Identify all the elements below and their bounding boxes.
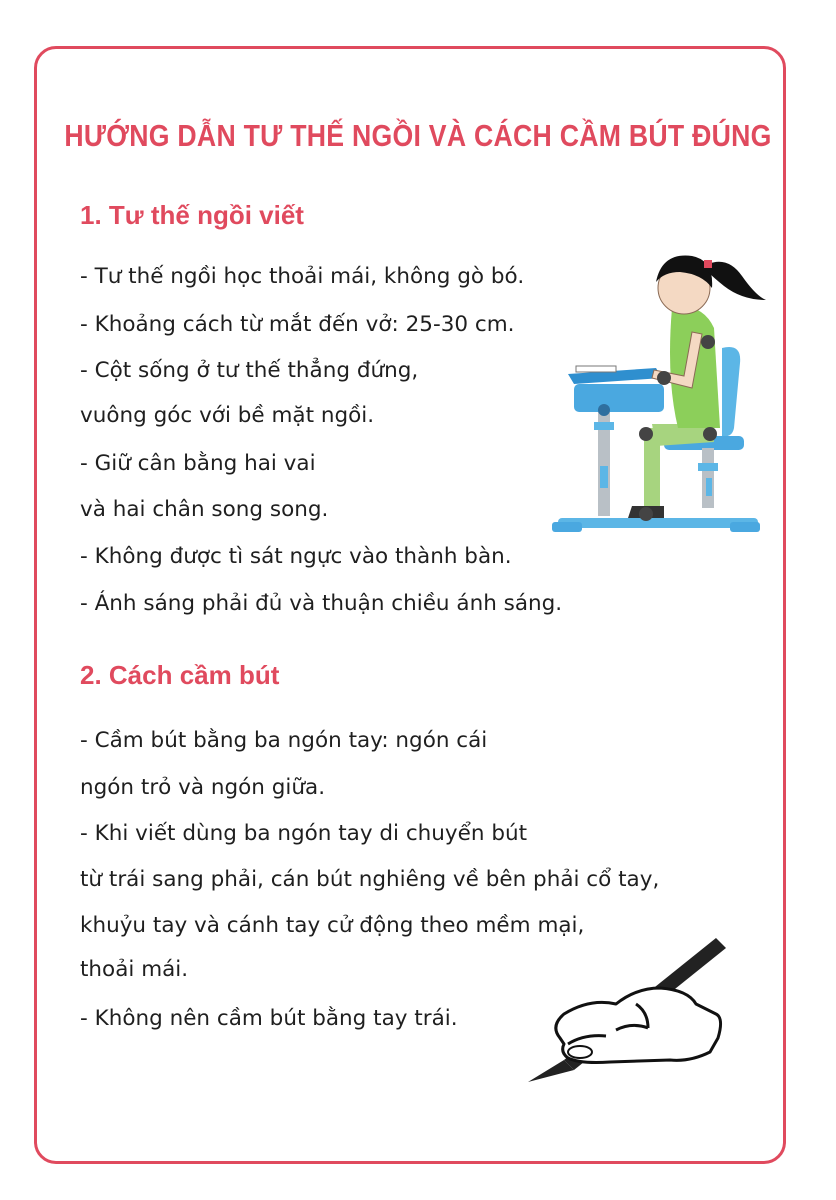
section-1-line: - Cột sống ở tư thế thẳng đứng, [80,358,419,383]
page-title: HƯỚNG DẪN TƯ THẾ NGỒI VÀ CÁCH CẦM BÚT ĐÚNG [64,118,772,153]
pen-holding-hand-illustration [520,934,732,1084]
section-2-line: - Không nên cầm bút bằng tay trái. [80,1006,458,1031]
section-1-line: - Không được tì sát ngực vào thành bàn. [80,544,512,569]
section-2-line: ngón trỏ và ngón giữa. [80,775,326,800]
section-1-line: - Ánh sáng phải đủ và thuận chiều ánh sáng. [80,591,563,616]
sitting-posture-illustration [552,238,774,538]
section-2-line: khuỷu tay và cánh tay cử động theo mềm mại, [80,913,585,938]
section-1-heading: 1. Tư thế ngồi viết [80,200,304,230]
section-2-line: - Cầm bút bằng ba ngón tay: ngón cái [80,728,488,753]
section-1-line: và hai chân song song. [80,497,329,522]
section-1-line: - Khoảng cách từ mắt đến vở: 25-30 cm. [80,312,515,337]
section-1-line: - Giữ cân bằng hai vai [80,451,316,476]
section-2-heading: 2. Cách cầm bút [80,660,280,690]
section-2-line: - Khi viết dùng ba ngón tay di chuyển bút [80,821,528,846]
section-2-line: thoải mái. [80,957,189,982]
section-1-line: vuông góc với bề mặt ngồi. [80,403,375,428]
section-1-line: - Tư thế ngồi học thoải mái, không gò bó. [80,264,525,289]
section-2-line: từ trái sang phải, cán bút nghiêng về bên phải cổ tay, [80,867,660,892]
